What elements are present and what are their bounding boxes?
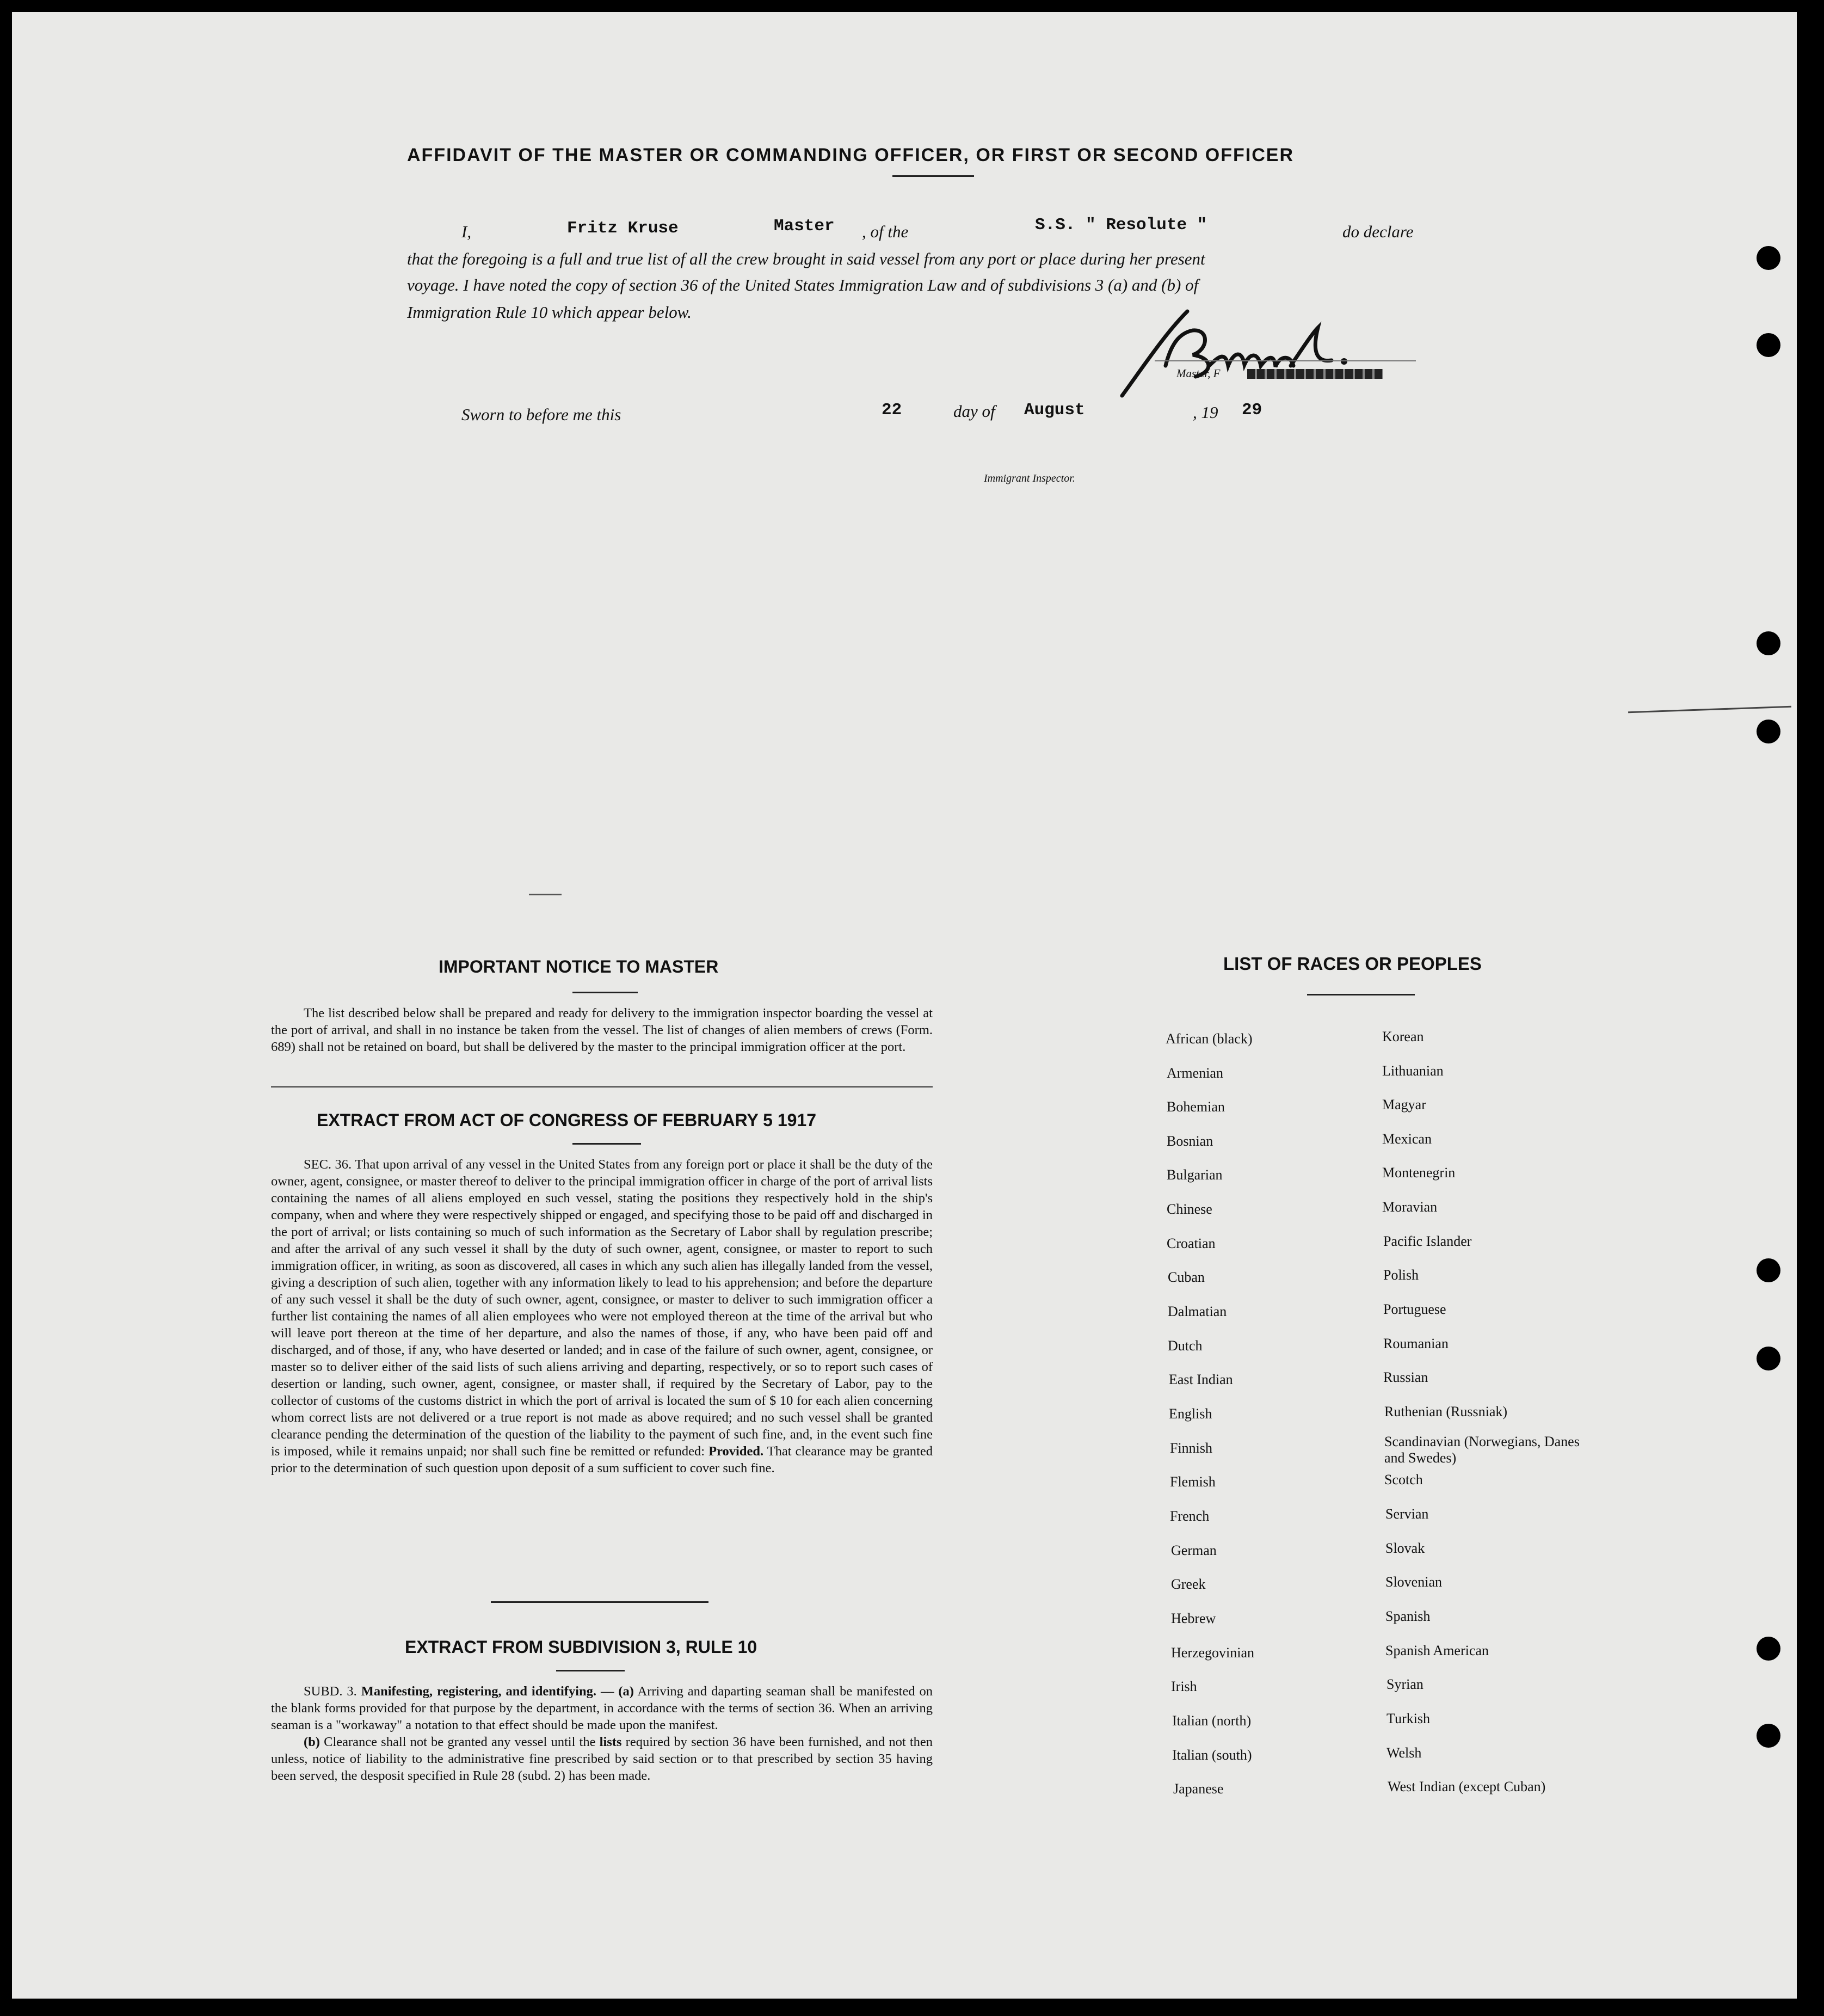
act-tail-text: That clearance may be granted prior to the determination of such question upon deposit of a sum sufficient to cover such fine. (271, 1444, 933, 1476)
race-right-14: Servian (1385, 1506, 1429, 1522)
subd-prefix: SUBD. 3. (304, 1684, 357, 1699)
notice-underline (572, 992, 638, 993)
race-left-6: Croatian (1167, 1236, 1216, 1251)
race-right-3: Mexican (1382, 1131, 1432, 1147)
race-right-2: Magyar (1382, 1097, 1426, 1113)
rule-body (271, 1683, 933, 1784)
subd-dash: — (600, 1684, 614, 1699)
race-right-19: Syrian (1387, 1676, 1424, 1692)
provided-word: Provided. (708, 1444, 764, 1459)
races-underline (1307, 994, 1415, 995)
affidavit-line-3: voyage. I have noted the copy of section 36 of the United States Immigration Law and of subdivisions 3 (a) and (b) of (407, 275, 1199, 294)
race-left-11: English (1169, 1406, 1212, 1422)
race-right-20: Turkish (1387, 1711, 1430, 1726)
race-left-10: East Indian (1169, 1372, 1233, 1387)
affidavit-line-4: Immigration Rule 10 which appear below. (407, 303, 692, 322)
sworn-text: Sworn to before me this (461, 405, 621, 424)
race-left-18: Herzegovinian (1171, 1645, 1255, 1661)
race-left-2: Bohemian (1167, 1099, 1225, 1115)
sworn-year: 29 (1242, 401, 1262, 420)
race-left-3: Bosnian (1167, 1133, 1213, 1149)
race-left-15: German (1171, 1542, 1217, 1558)
races-title: LIST OF RACES OR PEOPLES (1223, 954, 1482, 974)
race-left-0: African (black) (1166, 1031, 1253, 1047)
binder-hole (1757, 1637, 1780, 1661)
act-title: EXTRACT FROM ACT OF CONGRESS OF FEBRUARY 5 1917 (317, 1110, 817, 1130)
race-left-22: Japanese (1173, 1781, 1224, 1797)
sworn-day: 22 (882, 401, 902, 420)
affidavit-i: I, (461, 222, 472, 241)
subd-b-lists: lists (599, 1735, 622, 1749)
notice-paragraph: The list described below shall be prepared and ready for delivery to the immigration inspector boarding the vessel at the port of arrival, and shall in no instance be taken from the vessel. The list of changes of alien members of crews (Form. 689) shall not be retained on board, but shall be delivered by the master to the principal immigration officer at the port. (271, 1006, 933, 1054)
race-right-22: West Indian (except Cuban) (1388, 1779, 1546, 1794)
race-right-21: Welsh (1387, 1745, 1422, 1761)
race-right-4: Montenegrin (1382, 1165, 1456, 1181)
struck-title (1247, 369, 1383, 379)
race-right-16: Slovenian (1385, 1574, 1442, 1590)
notice-title: IMPORTANT NOTICE TO MASTER (439, 957, 719, 976)
rule-underline (556, 1670, 625, 1671)
race-left-17: Hebrew (1171, 1611, 1216, 1626)
notice-body (271, 1005, 933, 1055)
subd-a-body: Arriving and daparting seaman shall be manifested on the blank forms provided for that purpose by the department, in accordance with the terms of section 36. When an arriving seaman is a "workaway" a notation to that effect should be made upon the manifest. (271, 1684, 933, 1732)
race-left-1: Armenian (1167, 1065, 1223, 1081)
race-left-19: Irish (1171, 1679, 1197, 1694)
race-right-7: Polish (1383, 1267, 1419, 1283)
binder-hole (1757, 1724, 1780, 1748)
binder-hole (1757, 246, 1780, 270)
race-left-9: Dutch (1168, 1338, 1203, 1354)
do-declare-text: do declare (1342, 222, 1414, 241)
title-underline (892, 175, 974, 177)
vessel-name: S.S. " Resolute " (1035, 216, 1207, 235)
sworn-month: August (1024, 401, 1085, 420)
race-left-5: Chinese (1167, 1201, 1212, 1217)
binder-hole (1757, 333, 1780, 357)
signature-caption: Master, F (1176, 367, 1221, 380)
race-right-17: Spanish (1385, 1608, 1431, 1624)
rule-title: EXTRACT FROM SUBDIVISION 3, RULE 10 (405, 1637, 757, 1657)
binder-hole (1757, 1258, 1780, 1282)
race-left-20: Italian (north) (1172, 1713, 1252, 1729)
race-left-16: Greek (1171, 1576, 1206, 1592)
act-end-rule (491, 1601, 708, 1603)
inspector-caption: Immigrant Inspector. (984, 472, 1075, 484)
race-right-5: Moravian (1382, 1199, 1438, 1215)
stray-mark (529, 894, 562, 895)
master-rank: Master (774, 217, 835, 236)
race-right-9: Roumanian (1383, 1336, 1449, 1351)
race-left-4: Bulgarian (1167, 1167, 1223, 1183)
binder-hole (1757, 1347, 1780, 1370)
binder-hole (1757, 631, 1780, 655)
race-right-11: Ruthenian (Russniak) (1384, 1404, 1508, 1419)
race-right-0: Korean (1382, 1029, 1424, 1044)
day-of-text: day of (953, 402, 995, 421)
race-left-12: Finnish (1170, 1440, 1213, 1456)
of-the-text: , of the (862, 222, 909, 241)
act-underline (572, 1143, 641, 1145)
act-section-text: SEC. 36. That upon arrival of any vessel in the United States from any foreign port or place it shall be the duty of the owner, agent, consignee, or master thereof to deliver to the principal immigration officer in charge of the port of arrival lists containing the names of all aliens employed en such vessel, stating the positions they respectively hold in the ship's company, when and where they were respectively shipped or engaged, and specifying those to be paid off and discharged in the port of arrival; or lists containing so much of such information as the Secretary of Labor shall by regulation prescribe; and after the arrival of any such vessel it shall by the duty of such owner, agent, consignee, or master to report to such immigration officer, in writing, as soon as discovered, all cases in which any such alien has illegally landed from the vessel, giving a description of such alien, together with any information likely to lead to his apprehension; and before the departure of any such vessel it shall be the duty of such owner, agent, consignee, or master to deliver to such immigration officer a further list containing the names of all alien employees who were not employed thereon at the time of the arrival but who will leave port thereon at the time of her departure, and also the names of those, if any, who have been paid off and discharged, and of those, if any, who have deserted or landed; and in case of the failure of such owner, agent, consignee, or master so to deliver either of the said lists of such aliens arriving and departing, respectively, or so to report such cases of desertion or landing, such owner, agent, consignee, or master shall, if required by the Secretary of Labor, pay to the collector of customs of the customs district in which the port of arrival is located the sum of $ 10 for each alien concerning whom correct lists are not delivered or a true report is not made as above required; and no such vessel shall be granted clearance pending the determination of the question of the liability to the payment of such fine, and, in the event such fine is imposed, while it remains unpaid; nor shall such fine be remitted or refunded: (271, 1157, 933, 1459)
race-left-7: Cuban (1168, 1269, 1205, 1285)
race-right-12: Scandinavian (Norwegians, Danes and Swedes) (1384, 1434, 1580, 1466)
race-left-14: French (1170, 1508, 1210, 1524)
year-prefix: , 19 (1193, 403, 1218, 422)
race-left-21: Italian (south) (1172, 1747, 1252, 1763)
race-right-13: Scotch (1384, 1472, 1423, 1488)
signature-line (1155, 360, 1416, 361)
master-signature (1084, 300, 1389, 398)
race-right-8: Portuguese (1383, 1301, 1446, 1317)
binder-hole (1757, 720, 1780, 743)
race-right-18: Spanish American (1385, 1643, 1489, 1658)
subd-b-mark: (b) (304, 1735, 320, 1749)
race-right-1: Lithuanian (1382, 1063, 1444, 1079)
subd-b-body-1: Clearance shall not be granted any vessel until the (324, 1735, 596, 1749)
affidavit-line-2: that the foregoing is a full and true list of all the crew brought in said vessel from any port or place during her present (407, 249, 1205, 268)
race-right-10: Russian (1383, 1369, 1428, 1385)
race-left-13: Flemish (1170, 1474, 1216, 1490)
affidavit-title: AFFIDAVIT OF THE MASTER OR COMMANDING OFFICER, OR FIRST OR SECOND OFFICER (407, 145, 1294, 165)
race-right-6: Pacific Islander (1383, 1233, 1472, 1249)
document-page (12, 12, 1797, 1999)
divider (271, 1086, 933, 1087)
subd-heading: Manifesting, registering, and identifying. (361, 1684, 597, 1699)
fold-mark (1628, 706, 1791, 713)
master-name: Fritz Kruse (567, 219, 679, 238)
subd-a-mark: (a) (618, 1684, 634, 1699)
subd-b-body-2: required by section 36 have been furnished, and not then unless, notice of liability to the administrative fine prescribed by said section or to that prescribed by section 35 having been served, the desposit specified in Rule 28 (subd. 2) has been made. (271, 1735, 933, 1783)
race-right-15: Slovak (1385, 1540, 1425, 1556)
race-left-8: Dalmatian (1168, 1304, 1227, 1319)
act-body (271, 1156, 933, 1477)
